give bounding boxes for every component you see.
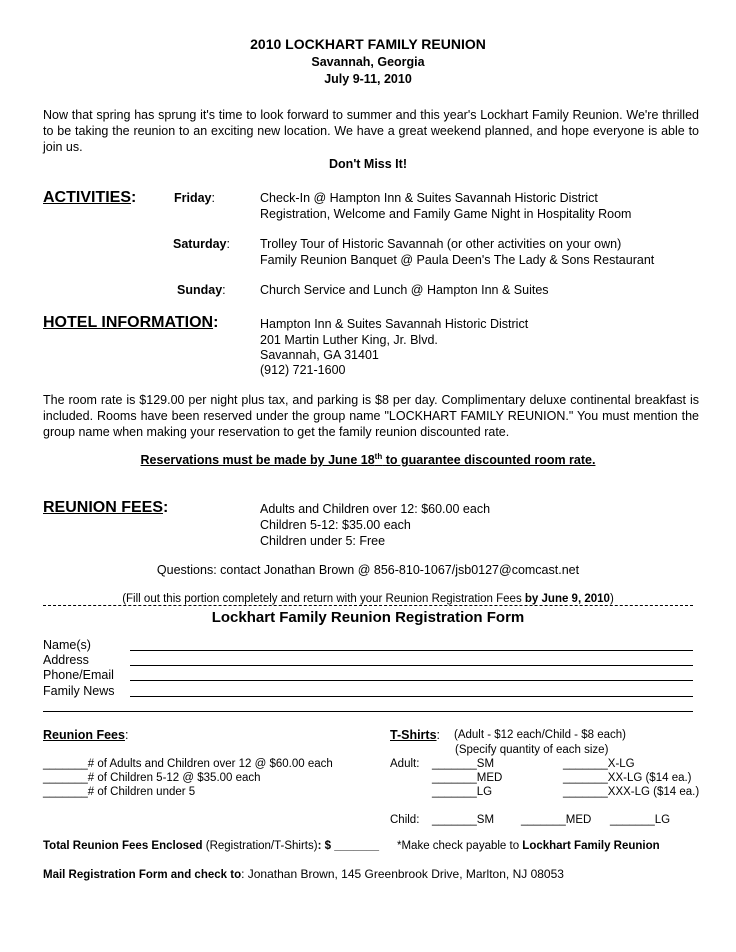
form-title: Lockhart Family Reunion Registration Form [211,609,525,626]
hotel-city: Savannah, GA 31401 [260,348,379,362]
mail-to-line: Mail Registration Form and check to: Jonathan Brown, 145 Greenbrook Drive, Marlton, NJ 08053 [43,867,564,881]
tshirt-child-sm[interactable]: _______SM [432,814,495,826]
field-label-address: Address [43,653,89,667]
reunion-fees-heading: REUNION FEES: [43,499,169,516]
tshirt-child-med[interactable]: _______MED [521,814,592,826]
tshirt-adult-xxlg[interactable]: _______XX-LG ($14 ea.) [563,772,692,784]
room-rate-paragraph: The room rate is $129.00 per night plus tax, and parking is $8 per day. Complimentary deluxe continental breakfast is included. Rooms have been reserved under the group name "LOCKHART FAMILY REUNION." You must mention the group name when making your reservation to get the family reunion discounted rate. [43,393,699,439]
tshirt-adult-label: Adult: [390,758,420,770]
activities-heading: ACTIVITIES: [43,189,137,206]
field-line-address[interactable] [130,665,693,666]
field-label-family-news: Family News [43,684,115,698]
sunday-label: Sunday: [177,283,226,297]
hotel-street: 201 Martin Luther King, Jr. Blvd. [260,333,438,347]
cut-line [43,605,693,606]
sunday-line-1: Church Service and Lunch @ Hampton Inn & Suites [260,283,549,297]
total-fees-line[interactable]: Total Reunion Fees Enclosed (Registration/T-Shirts): $ _______ [43,840,379,852]
field-line-phone-email[interactable] [130,680,693,681]
field-label-phone-email: Phone/Email [43,668,114,682]
field-line-names[interactable] [130,650,693,651]
form-fee-children-under-5[interactable]: _______# of Children under 5 [43,786,196,798]
saturday-label: Saturday: [173,237,230,251]
tshirt-child-lg[interactable]: _______LG [610,814,671,826]
fee-children-under-5: Children under 5: Free [260,534,386,548]
form-fee-children-5-12[interactable]: _______# of Children 5-12 @ $35.00 each [43,772,261,784]
tshirt-child-label: Child: [390,814,420,826]
field-label-names: Name(s) [43,638,91,652]
tshirt-adult-xxxlg[interactable]: _______XXX-LG ($14 ea.) [563,786,700,798]
fill-out-instructions: (Fill out this portion completely and return with your Reunion Registration Fees by June 9, 2010) [122,593,614,605]
form-fee-adults[interactable]: _______# of Adults and Children over 12 @ $60.00 each [43,758,333,770]
tshirt-specify: (Specify quantity of each size) [455,744,609,756]
tshirt-adult-xlg[interactable]: _______X-LG [563,758,635,770]
fee-adults: Adults and Children over 12: $60.00 each [260,502,491,516]
saturday-line-1: Trolley Tour of Historic Savannah (or other activities on your own) [260,237,622,251]
friday-line-1: Check-In @ Hampton Inn & Suites Savannah Historic District [260,191,598,205]
saturday-line-2: Family Reunion Banquet @ Paula Deen's The Lady & Sons Restaurant [260,253,655,267]
fee-children-5-12: Children 5-12: $35.00 each [260,518,411,532]
field-line-family-news-1[interactable] [130,696,693,697]
intro-paragraph: Now that spring has sprung it's time to look forward to summer and this year's Lockhart Family Reunion. We're thrilled to be taking the reunion to an exciting new location. We have a great weekend planned, and hope everyone is able to join us. [43,108,699,154]
hotel-name: Hampton Inn & Suites Savannah Historic District [260,317,529,331]
page-title: 2010 LOCKHART FAMILY REUNION [250,36,486,52]
friday-label: Friday: [174,191,215,205]
questions-contact: Questions: contact Jonathan Brown @ 856-810-1067/jsb0127@comcast.net [156,563,580,577]
tshirt-price: (Adult - $12 each/Child - $8 each) [454,729,626,741]
reservation-deadline: Reservations must be made by June 18th to guarantee discounted room rate. [140,451,596,467]
event-location: Savannah, Georgia [311,55,425,69]
check-payable-note: *Make check payable to Lockhart Family Reunion [397,840,660,852]
friday-line-2: Registration, Welcome and Family Game Night in Hospitality Room [260,207,632,221]
hotel-phone: (912) 721-1600 [260,363,346,377]
dont-miss-text: Don't Miss It! [329,157,407,171]
event-dates: July 9-11, 2010 [324,72,412,86]
hotel-heading: HOTEL INFORMATION: [43,314,219,331]
tshirt-adult-med[interactable]: _______MED [432,772,503,784]
tshirts-heading: T-Shirts: [390,728,441,742]
form-reunion-fees-heading: Reunion Fees: [43,728,129,742]
tshirt-adult-lg[interactable]: _______LG [432,786,493,798]
field-line-family-news-2[interactable] [43,711,693,712]
tshirt-adult-sm[interactable]: _______SM [432,758,495,770]
